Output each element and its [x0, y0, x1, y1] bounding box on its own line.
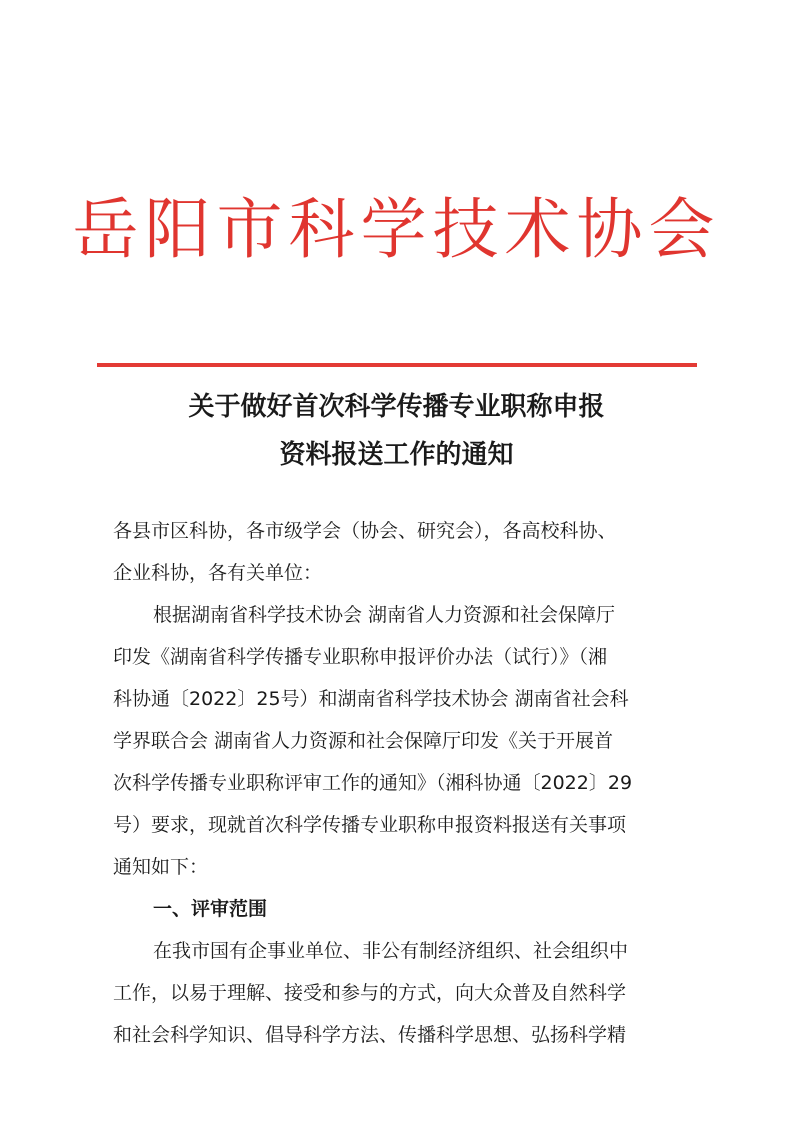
paragraph-line: 科协通〔2022〕25号）和湖南省科学技术协会 湖南省社会科	[113, 688, 629, 710]
paragraph-line: 工作，以易于理解、接受和参与的方式，向大众普及自然科学	[113, 982, 627, 1004]
issuer-masthead: 岳阳市科学技术协会	[72, 191, 721, 268]
salutation-line: 各县市区科协，各市级学会（协会、研究会），各高校科协、	[113, 520, 617, 542]
paragraph-line: 在我市国有企事业单位、非公有制经济组织、社会组织中	[153, 940, 629, 962]
paragraph-line: 号）要求，现就首次科学传播专业职称申报资料报送有关事项	[113, 814, 627, 836]
paragraph-line: 学界联合会 湖南省人力资源和社会保障厅印发《关于开展首	[113, 730, 614, 752]
paragraph-line: 印发《湖南省科学传播专业职称申报评价办法（试行）》（湘	[113, 646, 608, 668]
paragraph-line: 通知如下：	[113, 856, 209, 878]
paragraph-line: 根据湖南省科学技术协会 湖南省人力资源和社会保障厅	[153, 604, 616, 626]
document-title-line-2: 资料报送工作的通知	[279, 440, 514, 470]
paragraph-line: 和社会科学知识、倡导科学方法、传播科学思想、弘扬科学精	[113, 1024, 627, 1046]
red-divider-line	[97, 363, 697, 367]
paragraph-line: 次科学传播专业职称评审工作的通知》（湘科协通〔2022〕29	[113, 772, 633, 794]
document-body	[113, 510, 693, 1056]
section-heading: 一、评审范围	[153, 898, 268, 920]
salutation-line: 企业科协，各有关单位：	[113, 562, 323, 584]
document-title-line-1: 关于做好首次科学传播专业职称申报	[188, 392, 605, 422]
